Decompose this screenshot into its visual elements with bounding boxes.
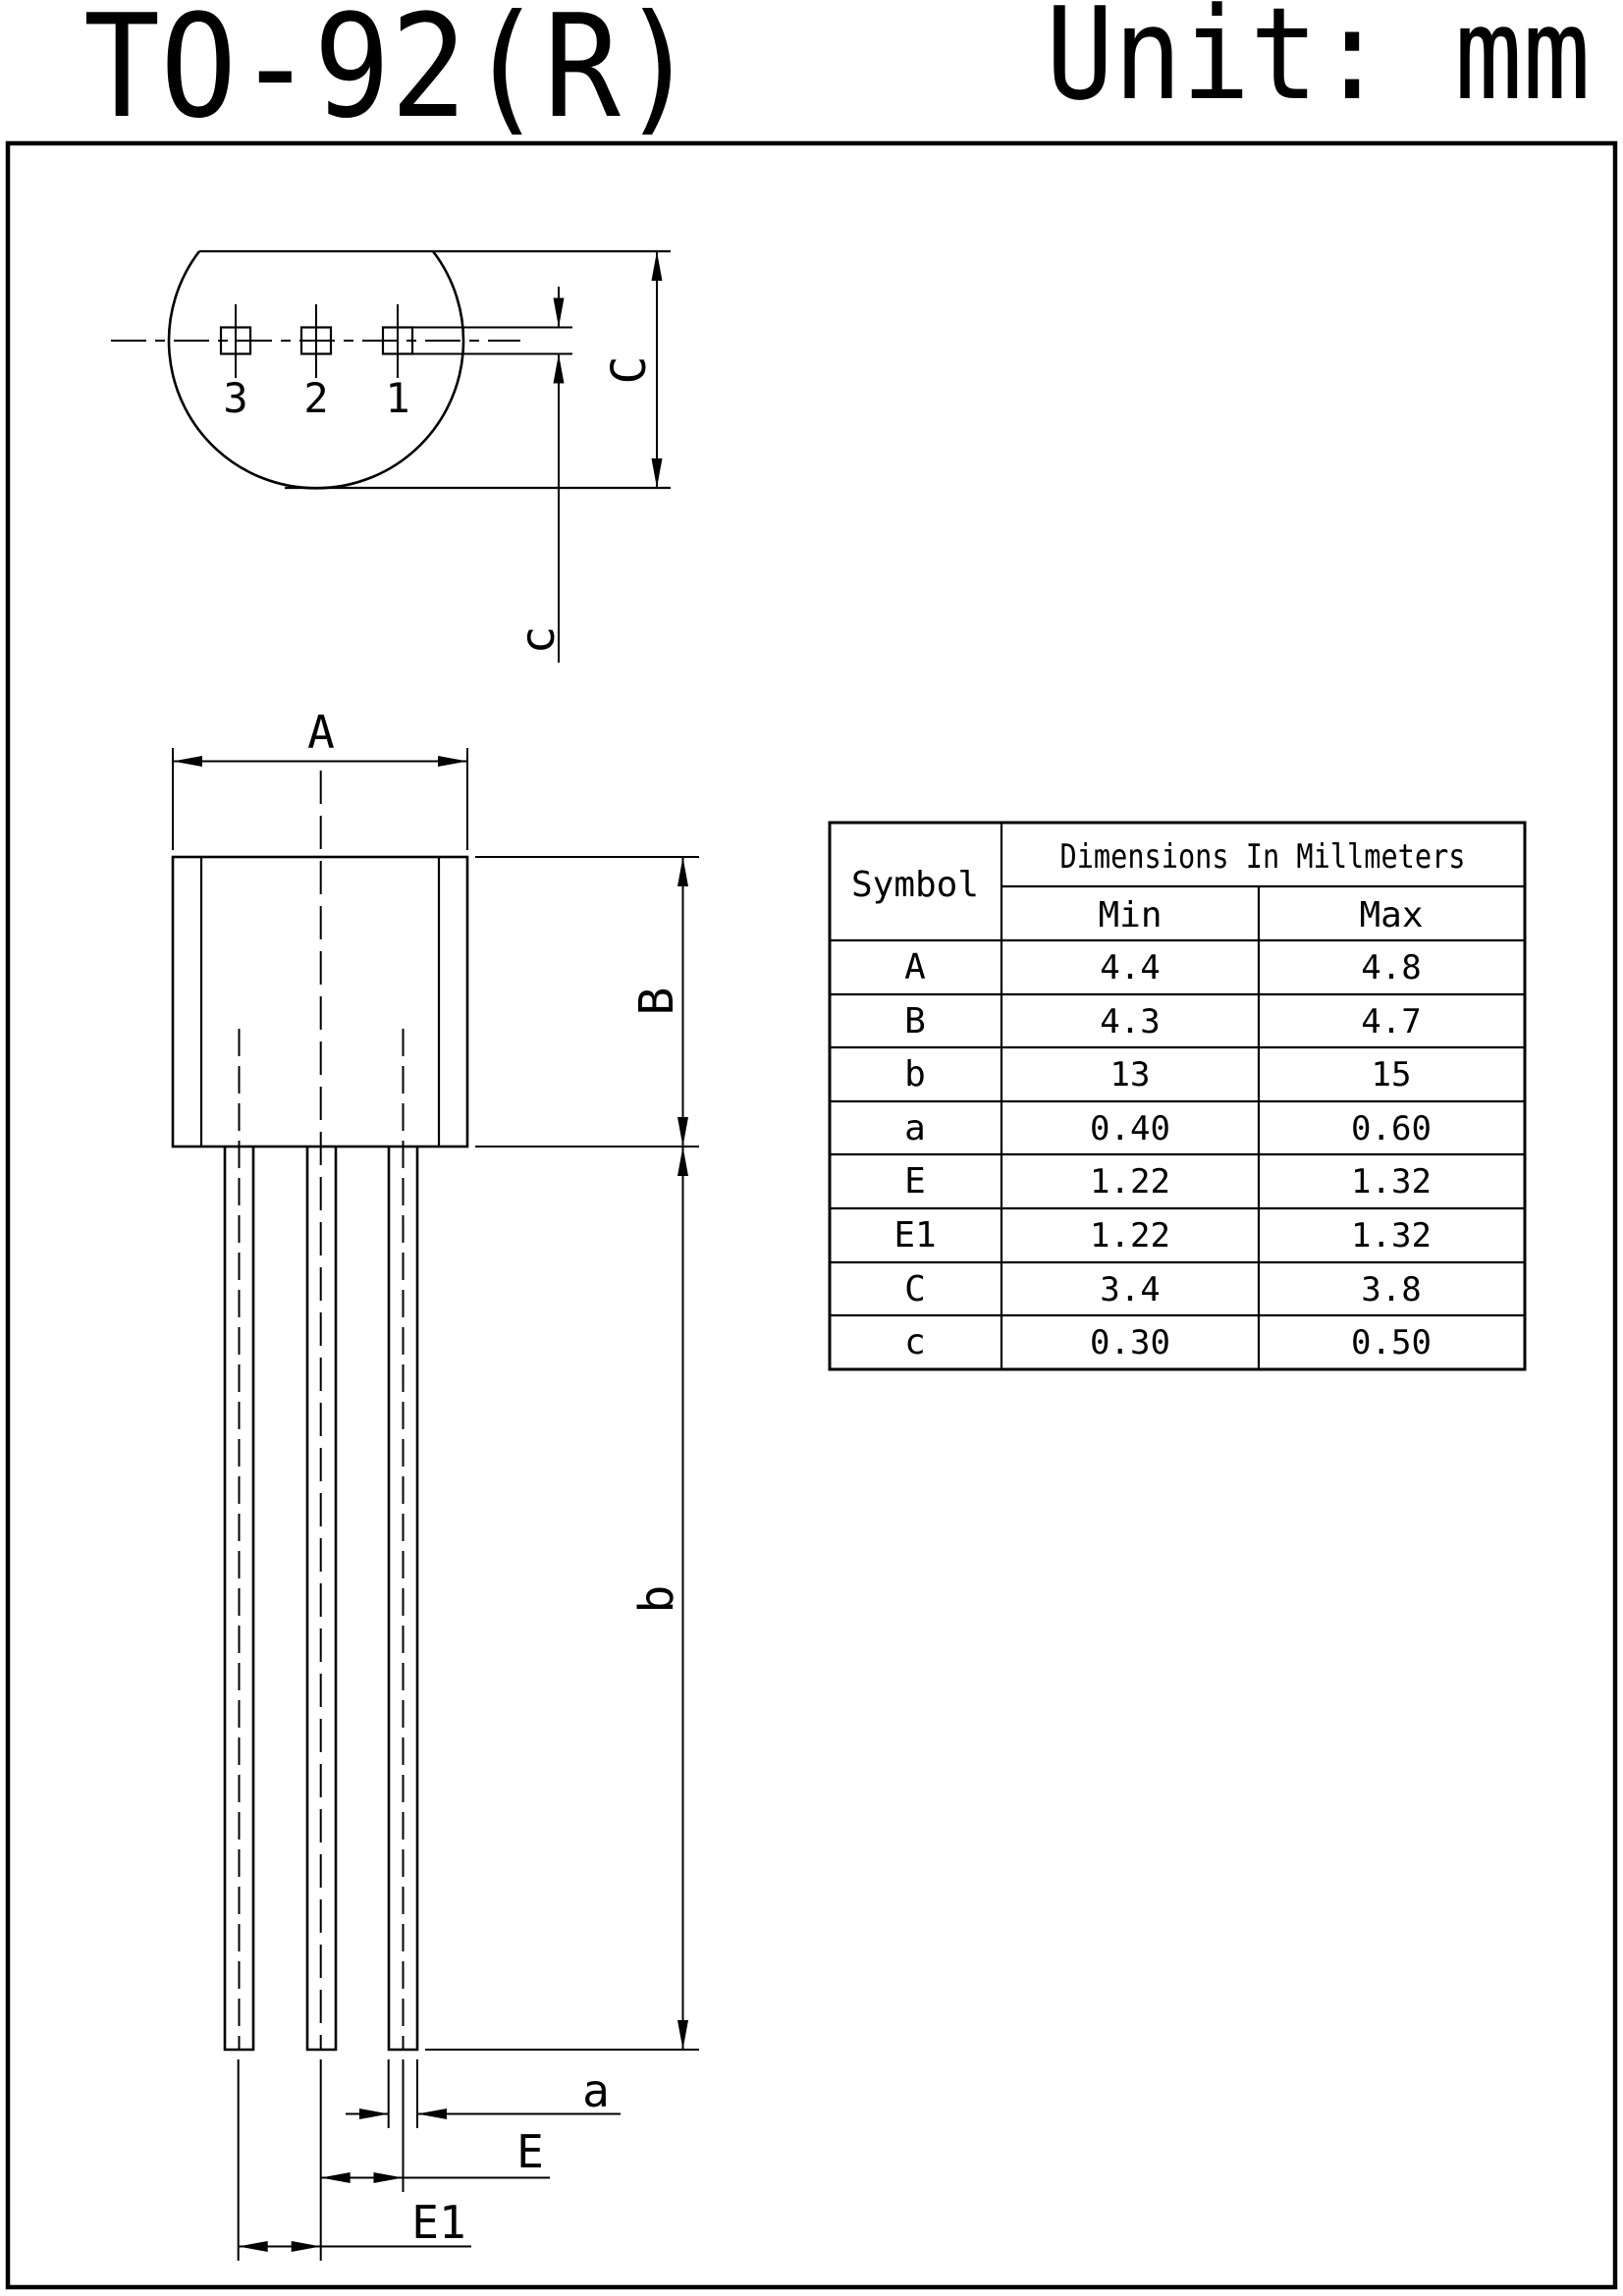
table-row: [904, 1322, 1432, 1362]
row-max: 3.8: [1361, 1270, 1422, 1309]
sheet-border: [8, 143, 1615, 2287]
arrowhead: [554, 298, 565, 328]
arrowhead: [359, 2109, 389, 2119]
row-symbol: E: [904, 1161, 926, 1201]
table-row: [904, 1269, 1422, 1309]
row-min: 13: [1109, 1055, 1151, 1095]
row-min: 0.30: [1090, 1323, 1170, 1362]
table-row: [893, 1215, 1432, 1255]
dim-label-B: B: [629, 987, 684, 1016]
row-symbol: C: [904, 1269, 926, 1309]
pin-number-1: 1: [385, 374, 410, 422]
table-row: [904, 947, 1422, 988]
dim-label-C: C: [602, 355, 657, 385]
row-min: 1.22: [1090, 1162, 1170, 1201]
row-symbol: a: [904, 1108, 926, 1148]
dimension-E1: [239, 2196, 471, 2252]
dim-label-A: A: [307, 706, 335, 759]
arrowhead: [239, 2241, 268, 2252]
row-min: 3.4: [1100, 1270, 1161, 1309]
pin-number-2: 2: [303, 374, 329, 422]
row-min: 4.4: [1100, 948, 1161, 988]
arrowhead: [417, 2109, 447, 2119]
row-symbol: B: [904, 1001, 926, 1041]
arrowhead: [677, 1117, 688, 1147]
row-min: 0.40: [1090, 1109, 1170, 1148]
row-symbol: E1: [893, 1215, 937, 1255]
dimension-E: [321, 2125, 550, 2183]
arrowhead: [554, 354, 565, 384]
arrowhead: [438, 756, 467, 767]
dim-label-c: c: [511, 625, 566, 655]
table-row: [904, 1001, 1422, 1041]
unit-label: Unit: mm: [1046, 0, 1591, 129]
row-max: 0.50: [1351, 1323, 1432, 1362]
arrowhead: [652, 251, 663, 281]
row-max: 1.32: [1351, 1162, 1432, 1201]
arrowhead: [677, 857, 688, 886]
row-symbol: A: [904, 947, 926, 988]
dim-label-E: E: [516, 2125, 544, 2178]
dim-label-E1: E1: [411, 2196, 466, 2249]
table-row: [904, 1108, 1432, 1148]
row-min: 1.22: [1090, 1216, 1170, 1255]
col-header-min: Min: [1098, 895, 1163, 935]
dimension-C: [602, 251, 663, 488]
row-symbol: b: [904, 1054, 926, 1095]
dim-label-a: a: [582, 2064, 610, 2117]
row-min: 4.3: [1100, 1002, 1161, 1041]
pin-number-3: 3: [223, 374, 248, 422]
top-view: [111, 251, 671, 663]
table-row: [904, 1161, 1432, 1201]
arrowhead: [374, 2172, 404, 2183]
arrowhead: [321, 2172, 351, 2183]
table-row: [904, 1054, 1411, 1095]
arrowhead: [173, 756, 202, 767]
arrowhead: [292, 2241, 321, 2252]
row-max: 4.8: [1361, 948, 1422, 988]
row-symbol: c: [904, 1322, 926, 1362]
package-title: TO-92(R): [83, 0, 697, 150]
front-view: [173, 706, 699, 2261]
col-header-dimensions: Dimensions In Millmeters: [1059, 837, 1466, 877]
row-max: 4.7: [1361, 1002, 1422, 1041]
row-max: 15: [1371, 1055, 1412, 1095]
dimension-c: [412, 287, 572, 663]
row-max: 0.60: [1351, 1109, 1432, 1148]
col-header-max: Max: [1359, 895, 1424, 935]
arrowhead: [677, 1147, 688, 1176]
arrowhead: [652, 458, 663, 488]
dimension-a: [346, 2064, 621, 2119]
dim-label-b: b: [629, 1584, 684, 1614]
row-max: 1.32: [1351, 1216, 1432, 1255]
col-header-symbol: Symbol: [850, 865, 980, 905]
dimensions-table: [830, 823, 1525, 1369]
arrowhead: [677, 2020, 688, 2050]
